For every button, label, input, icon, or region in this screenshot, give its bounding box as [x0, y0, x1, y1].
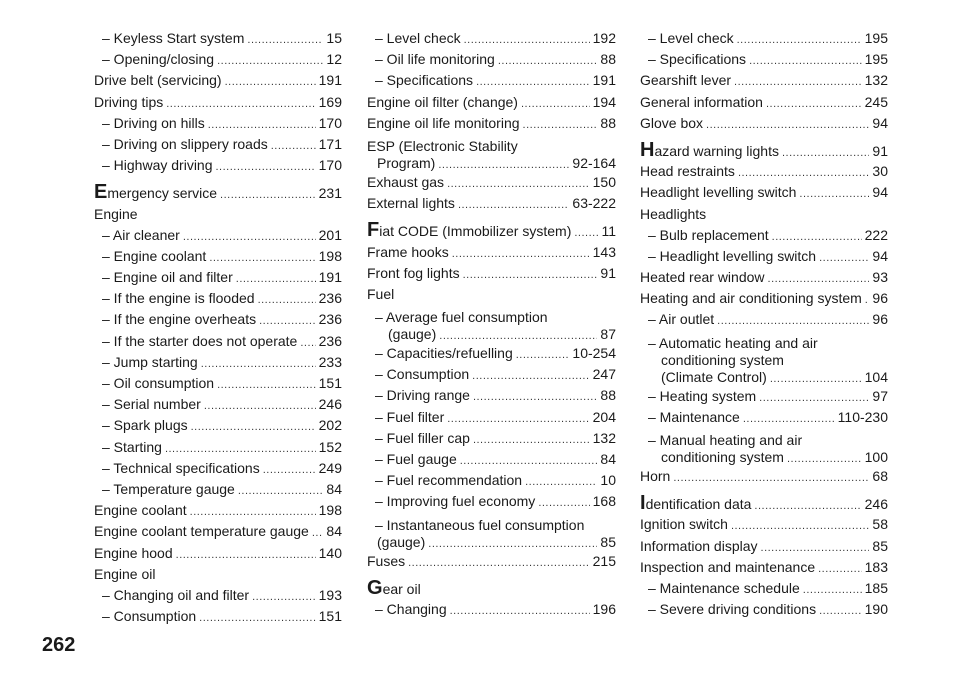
index-entry[interactable]: – Serial number ..... 246 [94, 394, 342, 415]
index-entry[interactable]: Drive belt (servicing) ..... 191 [94, 70, 342, 91]
index-entry[interactable]: – Consumption ..... 151 [94, 606, 342, 627]
index-entry[interactable]: – If the engine is flooded ..... 236 [94, 288, 342, 309]
index-entry[interactable]: – Fuel filter ..... 204 [367, 407, 616, 428]
index-entry[interactable]: Fuses ..... 215 [367, 551, 616, 572]
index-entry[interactable]: (gauge) ..... 87 [367, 326, 616, 343]
index-entry[interactable]: Engine hood ..... 140 [94, 543, 342, 564]
index-entry[interactable]: – Level check ..... 192 [367, 28, 616, 49]
index-entry[interactable]: – Changing ..... 196 [367, 599, 616, 620]
index-entry[interactable]: External lights ..... 63-222 [367, 193, 616, 214]
index-entry[interactable]: – Engine coolant ..... 198 [94, 246, 342, 267]
index-entry[interactable]: – Highway driving ..... 170 [94, 155, 342, 176]
index-heading: Gear oil [367, 576, 421, 599]
index-entry[interactable]: Front fog lights ..... 91 [367, 263, 616, 284]
index-entry[interactable]: Emergency service ..... 231 [94, 182, 342, 203]
index-entry[interactable]: – Oil life monitoring ..... 88 [367, 49, 616, 70]
index-entry[interactable]: – If the starter does not operate ..... 236 [94, 331, 342, 352]
index-entry[interactable]: General information ..... 245 [640, 92, 888, 113]
index-entry[interactable]: – Driving range ..... 88 [367, 385, 616, 406]
index-heading: – Manual heating and air [648, 432, 803, 448]
index-entry[interactable]: (gauge) ..... 85 [367, 534, 616, 551]
index-heading: – Instantaneous fuel consumption [375, 516, 585, 533]
index-entry[interactable]: Horn ..... 68 [640, 466, 888, 487]
index-entry[interactable]: – Starting ..... 152 [94, 437, 342, 458]
index-entry[interactable]: – Fuel filler cap ..... 132 [367, 428, 616, 449]
index-entry[interactable]: – Maintenance schedule ..... 185 [640, 578, 888, 599]
index-heading: – Average fuel consumption [375, 309, 548, 326]
index-entry[interactable]: Gearshift lever ..... 132 [640, 70, 888, 91]
index-entry[interactable]: Engine coolant temperature gauge ..... 84 [94, 521, 342, 542]
index-entry[interactable]: – Severe driving conditions ..... 190 [640, 599, 888, 620]
index-entry[interactable]: Headlight levelling switch ..... 94 [640, 182, 888, 203]
index-entry[interactable]: – Oil consumption ..... 151 [94, 373, 342, 394]
index-entry[interactable]: – Technical specifications ..... 249 [94, 458, 342, 479]
index-entry[interactable]: Exhaust gas ..... 150 [367, 172, 616, 193]
index-entry[interactable]: Engine oil life monitoring ..... 88 [367, 113, 616, 134]
index-entry[interactable]: Head restraints ..... 30 [640, 161, 888, 182]
index-entry[interactable]: – Opening/closing ..... 12 [94, 49, 342, 70]
index-entry[interactable]: (Climate Control) ..... 104 [640, 369, 888, 386]
index-entry[interactable]: Information display ..... 85 [640, 536, 888, 557]
index-entry[interactable]: – Changing oil and filter ..... 193 [94, 585, 342, 606]
index-entry[interactable]: Engine oil filter (change) ..... 194 [367, 92, 616, 113]
index-entry[interactable]: Program) ..... 92-164 [367, 155, 616, 172]
index-entry[interactable]: Heated rear window ..... 93 [640, 267, 888, 288]
index-entry[interactable]: – Air outlet ..... 96 [640, 309, 888, 330]
index-column-2 [367, 28, 616, 620]
index-entry[interactable]: Inspection and maintenance ..... 183 [640, 557, 888, 578]
index-entry[interactable]: Hazard warning lights ..... 91 [640, 140, 888, 161]
index-heading: Engine [94, 205, 138, 222]
index-entry[interactable]: – Specifications ..... 191 [367, 70, 616, 91]
index-entry[interactable]: – Specifications ..... 195 [640, 49, 888, 70]
index-entry[interactable]: – Heating system ..... 97 [640, 386, 888, 407]
index-entry[interactable]: Glove box ..... 94 [640, 113, 888, 134]
index-entry[interactable]: – Keyless Start system ..... 15 [94, 28, 342, 49]
index-entry[interactable]: – Spark plugs ..... 202 [94, 415, 342, 436]
index-entry[interactable]: – Consumption ..... 247 [367, 364, 616, 385]
index-entry[interactable]: Driving tips ..... 169 [94, 92, 342, 113]
index-entry[interactable]: – Capacities/refuelling ..... 10-254 [367, 343, 616, 364]
index-heading: conditioning system [661, 351, 784, 368]
page-number: 262 [42, 634, 76, 656]
index-entry[interactable]: conditioning system ..... 100 [640, 449, 888, 466]
index-entry[interactable]: – Level check ..... 195 [640, 28, 888, 49]
index-entry[interactable]: Engine coolant ..... 198 [94, 500, 342, 521]
index-entry[interactable]: – Bulb replacement ..... 222 [640, 225, 888, 246]
index-entry[interactable]: – Driving on hills ..... 170 [94, 113, 342, 134]
index-entry[interactable]: Identification data ..... 246 [640, 493, 888, 514]
index-column-3 [640, 28, 888, 620]
index-entry[interactable]: – Fuel recommendation ..... 10 [367, 470, 616, 491]
index-entry[interactable]: – Air cleaner ..... 201 [94, 225, 342, 246]
index-entry[interactable]: – Engine oil and filter ..... 191 [94, 267, 342, 288]
index-entry[interactable]: Fiat CODE (Immobilizer system) ..... 11 [367, 220, 616, 241]
index-entry[interactable]: Ignition switch ..... 58 [640, 514, 888, 535]
index-column-1 [94, 28, 342, 627]
index-entry[interactable]: – Improving fuel economy ..... 168 [367, 491, 616, 512]
index-entry[interactable]: – Maintenance ..... 110-230 [640, 407, 888, 428]
index-heading: Fuel [367, 285, 395, 302]
index-entry[interactable]: Frame hooks ..... 143 [367, 242, 616, 263]
index-entry[interactable]: – Fuel gauge ..... 84 [367, 449, 616, 470]
index-entry[interactable]: – Driving on slippery roads ..... 171 [94, 134, 342, 155]
index-entry[interactable]: – Headlight levelling switch ..... 94 [640, 246, 888, 267]
index-entry[interactable]: – If the engine overheats ..... 236 [94, 309, 342, 330]
index-heading: Headlights [640, 205, 707, 222]
index-entry[interactable]: – Temperature gauge ..... 84 [94, 479, 342, 500]
index-entry[interactable]: Heating and air conditioning system ..... 96 [640, 288, 888, 309]
index-heading: Engine oil [94, 565, 156, 582]
index-heading: ESP (Electronic Stability [367, 137, 518, 154]
index-entry[interactable]: – Jump starting ..... 233 [94, 352, 342, 373]
index-heading: – Automatic heating and air [648, 334, 818, 351]
